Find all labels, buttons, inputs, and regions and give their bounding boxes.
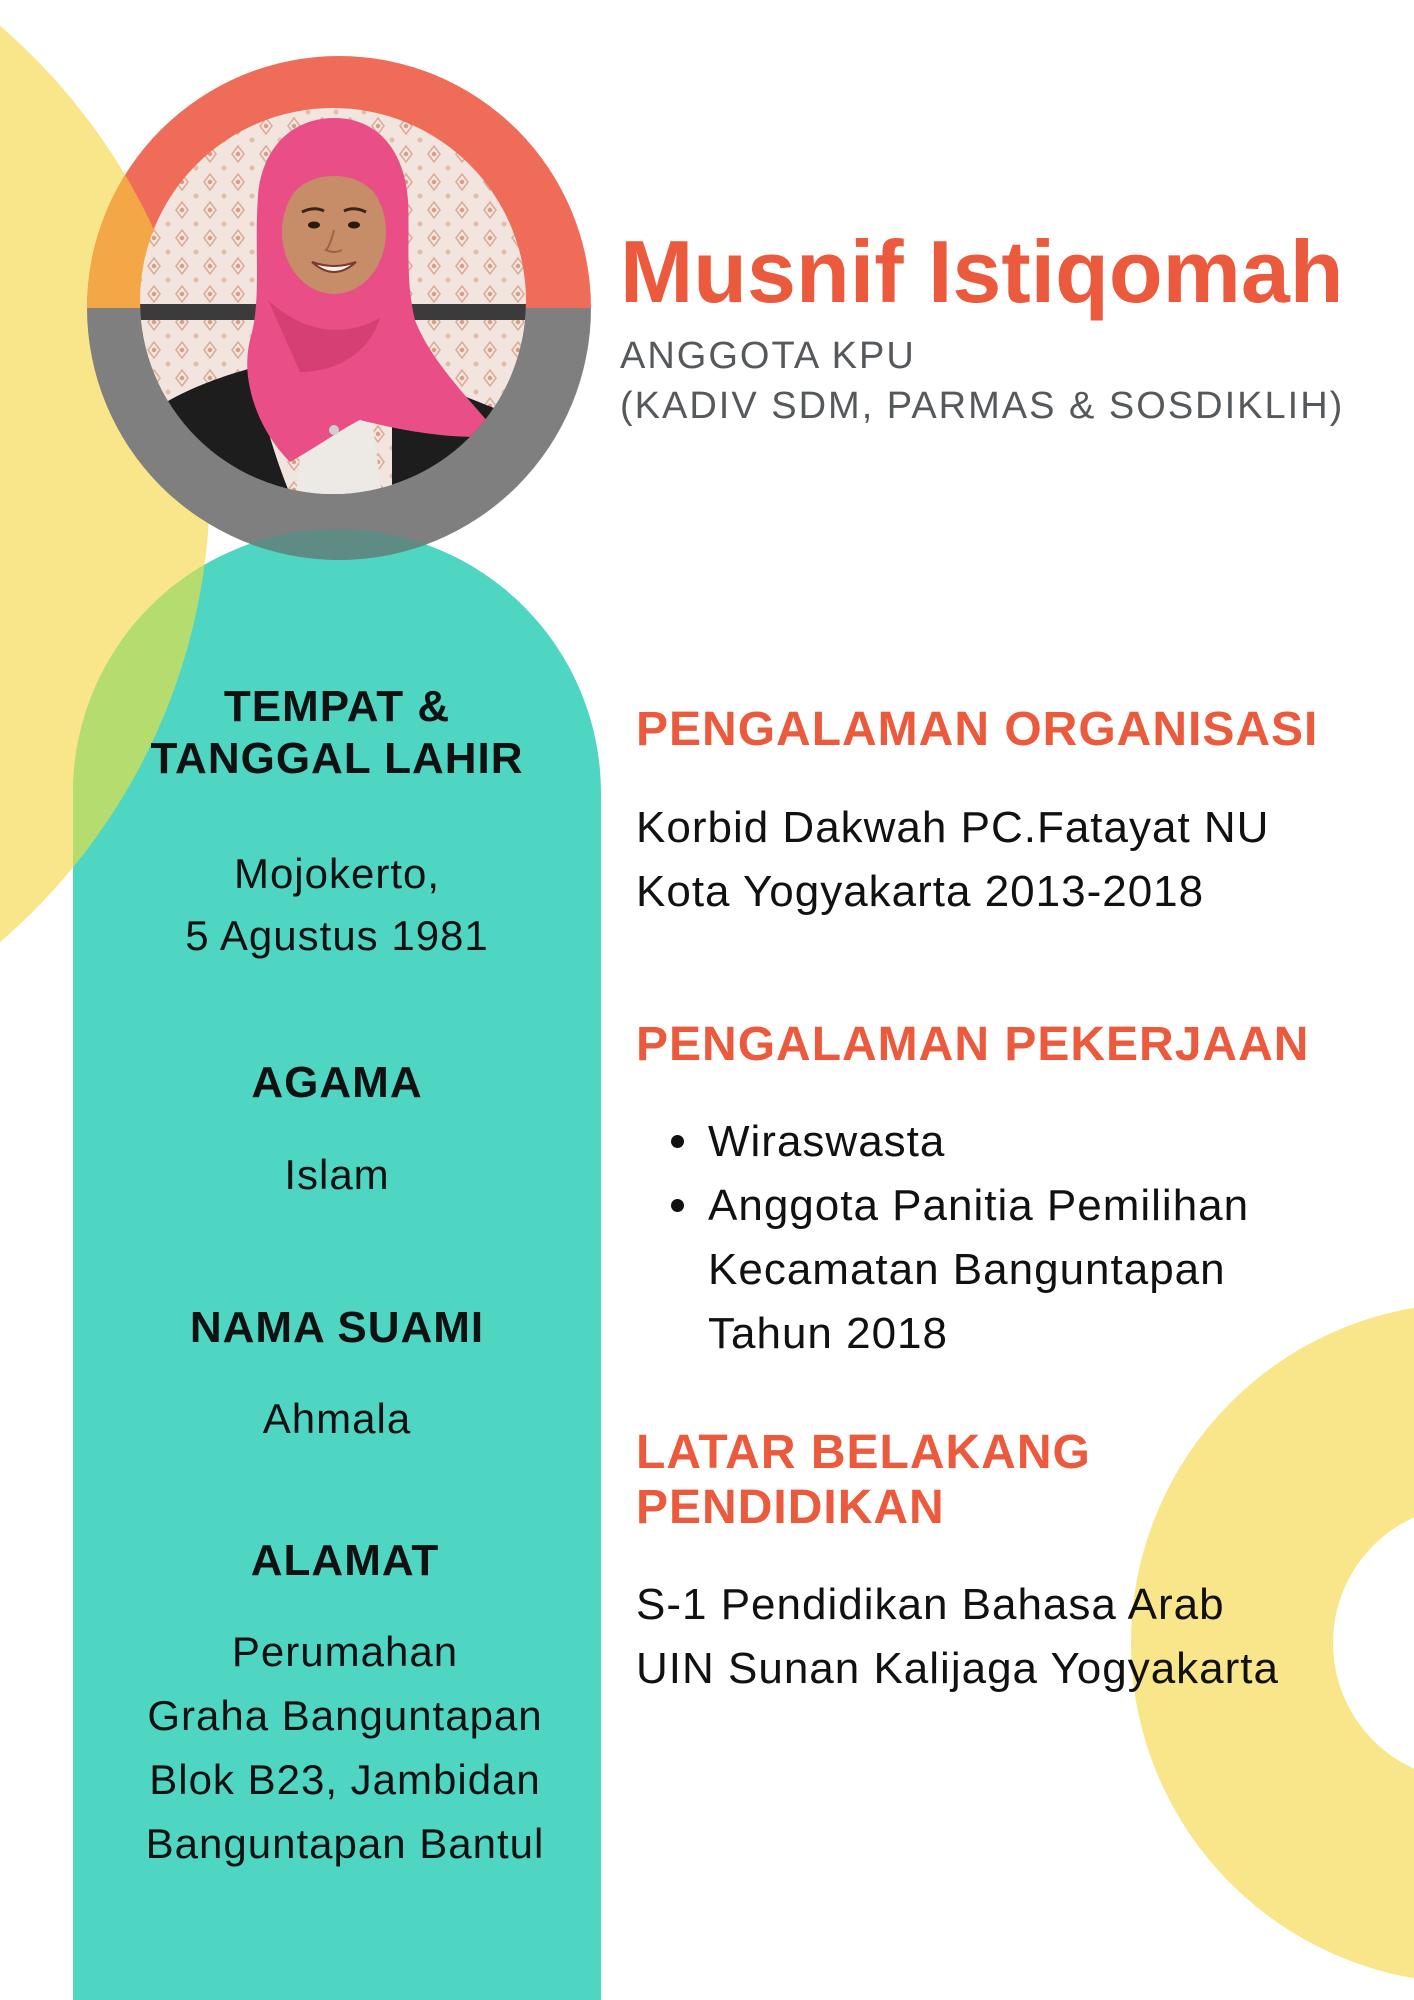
spouse-heading: NAMA SUAMI	[189, 1303, 485, 1352]
eye-left	[308, 222, 320, 229]
work-line: Tahun 2018	[708, 1309, 948, 1358]
education-heading-line: LATAR BELAKANG	[636, 1426, 1091, 1479]
position-title	[620, 331, 1344, 431]
birth-place: Mojokerto,	[233, 850, 441, 897]
education-heading	[636, 1425, 1396, 1535]
address-line: Perumahan	[231, 1628, 459, 1675]
education-heading-line: PENDIDIKAN	[636, 1481, 945, 1534]
brooch	[329, 425, 339, 435]
spouse-value: Ahmala	[262, 1395, 412, 1442]
work-list	[671, 1110, 1391, 1366]
address-line: Banguntapan Bantul	[145, 1820, 545, 1867]
bullet-icon	[671, 1135, 684, 1148]
work-line: Wiraswasta	[708, 1117, 946, 1166]
profile-photo	[140, 108, 526, 494]
organization-heading: PENGALAMAN ORGANISASI	[636, 703, 1319, 756]
address-line: Graha Banguntapan	[147, 1692, 543, 1739]
birth-value	[73, 843, 601, 967]
work-line: Anggota Panitia Pemilihan	[708, 1181, 1250, 1230]
birth-heading-line: TEMPAT &	[223, 682, 451, 731]
religion-value: Islam	[284, 1151, 390, 1198]
person-name: Musnif Istiqomah	[620, 222, 1344, 321]
birth-heading	[73, 681, 601, 785]
work-line: Kecamatan Banguntapan	[708, 1245, 1226, 1294]
education-line: S-1 Pendidikan Bahasa Arab	[636, 1580, 1225, 1629]
position-line: ANGGOTA KPU	[620, 335, 916, 377]
address-heading: ALAMAT	[250, 1536, 440, 1585]
address-value	[73, 1620, 601, 1876]
work-heading: PENGALAMAN PEKERJAAN	[636, 1018, 1310, 1071]
education-value	[636, 1573, 1396, 1701]
address-line: Blok B23, Jambidan	[149, 1756, 541, 1803]
list-item	[671, 1110, 1391, 1174]
education-line: UIN Sunan Kalijaga Yogyakarta	[636, 1644, 1279, 1693]
organization-line: Korbid Dakwah PC.Fatayat NU	[636, 803, 1270, 852]
organization-line: Kota Yogyakarta 2013-2018	[636, 867, 1205, 916]
list-item	[671, 1174, 1391, 1366]
position-line: (KADIV SDM, PARMAS & SOSDIKLIH)	[620, 385, 1345, 427]
birth-heading-line: TANGGAL LAHIR	[150, 734, 524, 783]
organization-value	[636, 796, 1396, 924]
birth-date: 5 Agustus 1981	[185, 912, 489, 959]
bullet-icon	[671, 1199, 684, 1212]
eye-right	[348, 222, 360, 229]
religion-heading: AGAMA	[251, 1058, 423, 1107]
